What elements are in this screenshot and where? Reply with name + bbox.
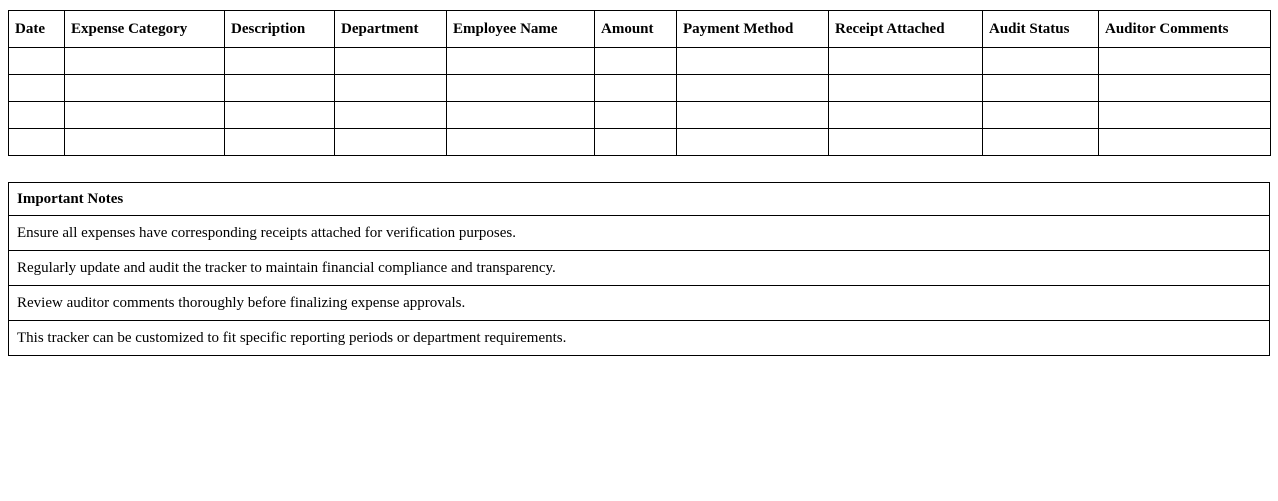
cell-department[interactable] <box>335 102 447 129</box>
cell-payment-method[interactable] <box>677 102 829 129</box>
list-item <box>9 251 1270 286</box>
column-header-description: Description <box>225 11 335 48</box>
cell-description[interactable] <box>225 75 335 102</box>
cell-employee-name[interactable] <box>447 102 595 129</box>
cell-expense-category[interactable] <box>65 129 225 156</box>
cell-audit-status[interactable] <box>983 102 1099 129</box>
cell-auditor-comments[interactable] <box>1099 102 1271 129</box>
column-header-department: Department <box>335 11 447 48</box>
cell-payment-method[interactable] <box>677 75 829 102</box>
cell-receipt-attached[interactable] <box>829 48 983 75</box>
cell-description[interactable] <box>225 102 335 129</box>
column-header-employee-name: Employee Name <box>447 11 595 48</box>
cell-payment-method[interactable] <box>677 48 829 75</box>
cell-auditor-comments[interactable] <box>1099 48 1271 75</box>
list-item <box>9 216 1270 251</box>
cell-date[interactable] <box>9 48 65 75</box>
cell-payment-method[interactable] <box>677 129 829 156</box>
column-header-date: Date <box>9 11 65 48</box>
column-header-receipt-attached: Receipt Attached <box>829 11 983 48</box>
cell-audit-status[interactable] <box>983 48 1099 75</box>
cell-employee-name[interactable] <box>447 129 595 156</box>
cell-audit-status[interactable] <box>983 75 1099 102</box>
cell-receipt-attached[interactable] <box>829 129 983 156</box>
notes-table-header <box>9 183 1270 216</box>
cell-description[interactable] <box>225 48 335 75</box>
cell-amount[interactable] <box>595 48 677 75</box>
cell-auditor-comments[interactable] <box>1099 75 1271 102</box>
cell-department[interactable] <box>335 75 447 102</box>
note-text: Regularly update and audit the tracker to maintain financial compliance and transparency. <box>9 251 1270 286</box>
table-header-row <box>9 11 1271 48</box>
expense-table-header <box>9 11 1271 48</box>
section-divider <box>8 156 1270 182</box>
cell-receipt-attached[interactable] <box>829 102 983 129</box>
cell-amount[interactable] <box>595 102 677 129</box>
list-item <box>9 321 1270 356</box>
list-item <box>9 286 1270 321</box>
cell-department[interactable] <box>335 48 447 75</box>
cell-date[interactable] <box>9 102 65 129</box>
note-text: Ensure all expenses have corresponding receipts attached for verification purposes. <box>9 216 1270 251</box>
cell-audit-status[interactable] <box>983 129 1099 156</box>
cell-description[interactable] <box>225 129 335 156</box>
notes-header-row <box>9 183 1270 216</box>
table-row <box>9 129 1271 156</box>
column-header-auditor-comments: Auditor Comments <box>1099 11 1271 48</box>
column-header-amount: Amount <box>595 11 677 48</box>
table-row <box>9 102 1271 129</box>
column-header-audit-status: Audit Status <box>983 11 1099 48</box>
cell-amount[interactable] <box>595 129 677 156</box>
cell-expense-category[interactable] <box>65 102 225 129</box>
cell-expense-category[interactable] <box>65 75 225 102</box>
cell-department[interactable] <box>335 129 447 156</box>
cell-date[interactable] <box>9 75 65 102</box>
note-text: Review auditor comments thoroughly before finalizing expense approvals. <box>9 286 1270 321</box>
notes-header-label: Important Notes <box>9 183 1270 216</box>
column-header-payment-method: Payment Method <box>677 11 829 48</box>
expense-tracker-table <box>8 10 1271 156</box>
notes-table-body <box>9 216 1270 356</box>
cell-amount[interactable] <box>595 75 677 102</box>
cell-auditor-comments[interactable] <box>1099 129 1271 156</box>
cell-employee-name[interactable] <box>447 48 595 75</box>
column-header-expense-category: Expense Category <box>65 11 225 48</box>
table-row <box>9 48 1271 75</box>
cell-date[interactable] <box>9 129 65 156</box>
cell-expense-category[interactable] <box>65 48 225 75</box>
expense-table-body <box>9 48 1271 156</box>
cell-receipt-attached[interactable] <box>829 75 983 102</box>
important-notes-table <box>8 182 1270 356</box>
cell-employee-name[interactable] <box>447 75 595 102</box>
table-row <box>9 75 1271 102</box>
note-text: This tracker can be customized to fit specific reporting periods or department requirements. <box>9 321 1270 356</box>
